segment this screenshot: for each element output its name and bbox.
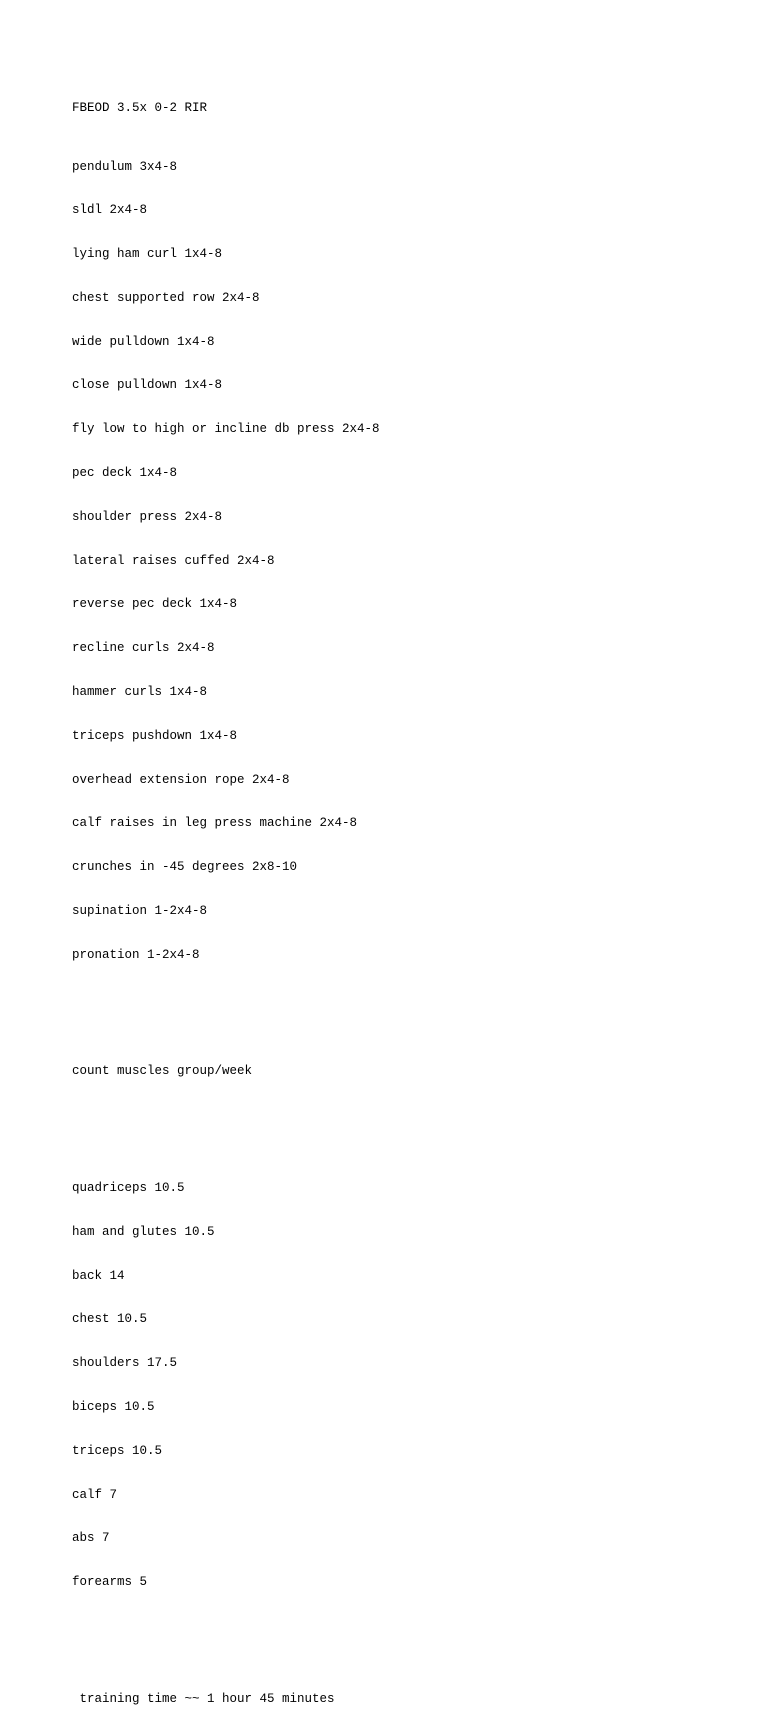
exercise-line: supination 1-2x4-8	[72, 903, 208, 918]
exercise-line: crunches in -45 degrees 2x8-10	[72, 860, 298, 875]
exercise-line: calf raises in leg press machine 2x4-8	[72, 816, 358, 831]
exercise-line: recline curls 2x4-8	[72, 641, 215, 656]
document-body	[72, 72, 732, 1736]
exercise-line: hammer curls 1x4-8	[72, 684, 208, 699]
muscle-count-line: abs 7	[72, 1531, 110, 1546]
exercise-line: close pulldown 1x4-8	[72, 378, 223, 393]
exercise-line: overhead extension rope 2x4-8	[72, 772, 290, 787]
muscle-count-line: quadriceps 10.5	[72, 1181, 185, 1196]
exercise-line: chest supported row 2x4-8	[72, 290, 260, 305]
blank-line	[72, 1006, 732, 1021]
exercise-line: wide pulldown 1x4-8	[72, 334, 215, 349]
muscle-count-line: biceps 10.5	[72, 1400, 155, 1415]
exercise-line: fly low to high or incline db press 2x4-8	[72, 422, 380, 437]
exercise-line: lateral raises cuffed 2x4-8	[72, 553, 275, 568]
muscle-count-line: ham and glutes 10.5	[72, 1224, 215, 1239]
exercise-line: reverse pec deck 1x4-8	[72, 597, 238, 612]
exercise-line: lying ham curl 1x4-8	[72, 247, 223, 262]
exercise-line: pec deck 1x4-8	[72, 466, 178, 481]
muscle-count-line: shoulders 17.5	[72, 1356, 178, 1371]
muscle-count-line: forearms 5	[72, 1575, 148, 1590]
exercise-line: pendulum 3x4-8	[72, 159, 178, 174]
muscle-count-line: triceps 10.5	[72, 1443, 163, 1458]
exercise-line: pronation 1-2x4-8	[72, 947, 200, 962]
training-time: training time ~~ 1 hour 45 minutes	[72, 1691, 335, 1706]
blank-line	[72, 1123, 732, 1138]
muscle-count-line: chest 10.5	[72, 1312, 148, 1327]
exercise-line: shoulder press 2x4-8	[72, 509, 223, 524]
blank-line	[72, 1634, 732, 1649]
exercise-line: triceps pushdown 1x4-8	[72, 728, 238, 743]
exercise-line: sldl 2x4-8	[72, 203, 148, 218]
count-heading: count muscles group/week	[72, 1064, 253, 1079]
program-header: FBEOD 3.5x 0-2 RIR	[72, 101, 208, 116]
muscle-count-line: calf 7	[72, 1487, 118, 1502]
muscle-count-line: back 14	[72, 1268, 125, 1283]
